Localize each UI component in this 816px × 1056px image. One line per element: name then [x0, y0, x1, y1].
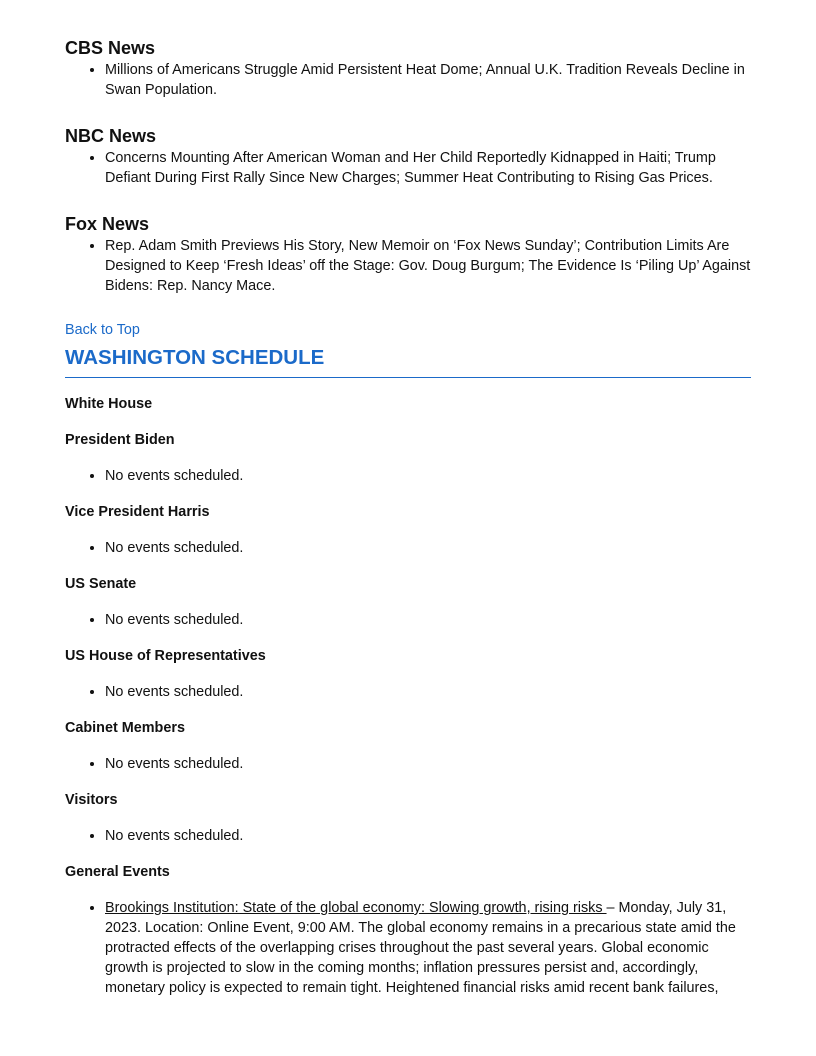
nbc-news-list — [65, 148, 751, 188]
vice-president-event-item: • No events scheduled. — [105, 538, 751, 558]
brookings-event-link[interactable]: Brookings Institution: State of the global economy: Slowing growth, rising risks — [105, 900, 607, 916]
senate-events-list — [65, 610, 751, 630]
brookings-event-description: – Monday, July 31, 2023. Location: Online Event, 9:00 AM. The global economy remains in a precarious state amid the protracted effects of the overlapping crises throughout the past several years. Global economic growth is projected to slow in the coming months; inflation pressures persist and, accordingly, monetary policy is expected to remain tight. Heightened financial risks amid recent bank failures, — [105, 900, 736, 996]
cbs-news-heading: CBS News — [65, 38, 156, 58]
visitors-events-list — [65, 826, 751, 846]
house-event-item: • No events scheduled. — [105, 682, 751, 702]
cbs-news-list — [65, 60, 751, 100]
cbs-news-section — [65, 36, 751, 100]
white-house-heading: White House — [65, 396, 153, 412]
vice-president-heading: Vice President Harris — [65, 504, 210, 520]
senate-event-item: • No events scheduled. — [105, 610, 751, 630]
page-content — [65, 36, 751, 998]
back-to-top-link[interactable]: Back to Top — [65, 322, 140, 338]
fox-news-section — [65, 212, 751, 296]
nbc-news-section — [65, 124, 751, 188]
president-events-list — [65, 466, 751, 486]
president-event-item: • No events scheduled. — [105, 466, 751, 486]
fox-news-list — [65, 236, 751, 296]
washington-schedule-title: WASHINGTON SCHEDULE — [65, 343, 751, 378]
fox-news-item: • Rep. Adam Smith Previews His Story, New Memoir on ‘Fox News Sunday’; Contribution Limits Are Designed to Keep ‘Fresh Ideas’ off the Stage: Gov. Doug Burgum; The Evidence Is ‘Piling Up’ Against Bidens: Rep. Nancy Mace. — [105, 236, 751, 296]
cbs-news-item: • Millions of Americans Struggle Amid Persistent Heat Dome; Annual U.K. Tradition Reveals Decline in Swan Population. — [105, 60, 751, 100]
cabinet-heading: Cabinet Members — [65, 720, 185, 736]
senate-heading: US Senate — [65, 576, 137, 592]
visitors-event-item: • No events scheduled. — [105, 826, 751, 846]
cabinet-events-list — [65, 754, 751, 774]
nbc-news-heading: NBC News — [65, 126, 157, 146]
president-heading: President Biden — [65, 432, 175, 448]
visitors-heading: Visitors — [65, 792, 118, 808]
fox-news-heading: Fox News — [65, 214, 150, 234]
nbc-news-item: • Concerns Mounting After American Woman and Her Child Reportedly Kidnapped in Haiti; Trump Defiant During First Rally Since New Charges; Summer Heat Contributing to Rising Gas Prices. — [105, 148, 751, 188]
general-events-heading: General Events — [65, 864, 170, 880]
vice-president-events-list — [65, 538, 751, 558]
house-events-list — [65, 682, 751, 702]
cabinet-event-item: • No events scheduled. — [105, 754, 751, 774]
general-events-list — [65, 898, 751, 998]
general-event-item — [105, 898, 751, 998]
house-heading: US House of Representatives — [65, 648, 266, 664]
